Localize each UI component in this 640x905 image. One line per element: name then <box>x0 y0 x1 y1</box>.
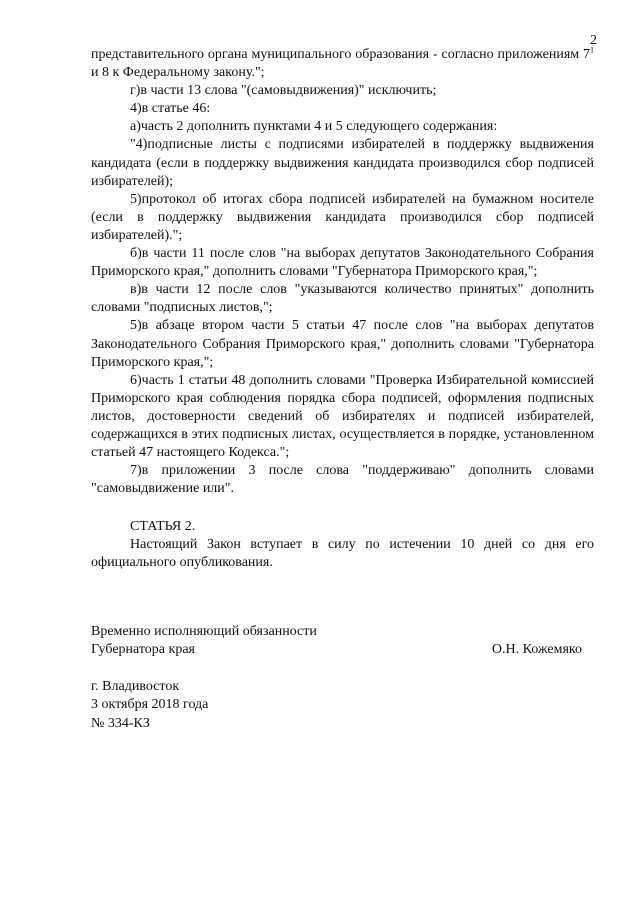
paragraph-4: "4)подписные листы с подписями избирателей в поддержку выдвижения кандидата (если в поддержку выдвижения кандидата производился сбор подписей избирателей); <box>91 137 594 189</box>
document-footer <box>91 678 208 733</box>
paragraph-0-tail: и 8 к Федеральному закону."; <box>91 65 265 81</box>
body-text <box>91 46 594 498</box>
law-number: № 334-КЗ <box>91 715 150 731</box>
paragraph-10: 7)в приложении 3 после слова "поддерживаю" дополнить словами "самовыдвижение или". <box>91 463 594 497</box>
paragraph-3: а)часть 2 дополнить пунктами 4 и 5 следующего содержания: <box>130 119 498 135</box>
paragraph-6: б)в части 11 после слов "на выборах депутатов Законодательного Собрания Приморского края," дополнить словами "Губернатора Приморского края,"; <box>91 246 594 280</box>
city: г. Владивосток <box>91 679 180 694</box>
date: 3 октября 2018 года <box>91 697 209 713</box>
article-heading: СТАТЬЯ 2. <box>130 519 196 534</box>
paragraph-0-text: представительного органа муниципального образования - согласно приложениям 7 <box>91 47 590 62</box>
signatory-name: О.Н. Кожемяко <box>491 642 582 657</box>
paragraph-8: 5)в абзаце втором части 5 статьи 47 после слов "на выборах депутатов Законодательного Собрания Приморского края," дополнить словами "Губернатора Приморского края,"; <box>91 318 594 370</box>
signatory-title-line-2: Губернатора края <box>91 642 195 658</box>
paragraph-0 <box>91 46 594 82</box>
signatory-title-line-1: Временно исполняющий обязанности <box>91 624 317 639</box>
signatory-title <box>91 623 317 660</box>
paragraph-2: 4)в статье 46: <box>130 101 211 117</box>
superscript: 1 <box>590 45 594 55</box>
paragraph-1: г)в части 13 слова "(самовыдвижения)" исключить; <box>130 83 437 99</box>
article-text: Настоящий Закон вступает в силу по истечении 10 дней со дня его официального опубликования. <box>91 537 594 571</box>
page-number: 2 <box>590 33 597 48</box>
paragraph-9: 6)часть 1 статьи 48 дополнить словами "Проверка Избирательной комиссией Приморского края соблюдения порядка сбора подписей, оформления подписных листов, достоверности сведений об избирателях и подписей избирателей, содержащихся в этих подписных листах, осуществляется в порядке, установленном статьей 47 настоящего Кодекса."; <box>91 372 594 461</box>
paragraph-7: в)в части 12 после слов "указываются количество принятых" дополнить словами "подписных листов,"; <box>91 282 594 316</box>
paragraph-5: 5)протокол об итогах сбора подписей избирателей на бумажном носителе (если в поддержку выдвижения кандидата производился сбор подписей избирателей)."; <box>91 191 594 243</box>
article-body <box>91 536 594 572</box>
